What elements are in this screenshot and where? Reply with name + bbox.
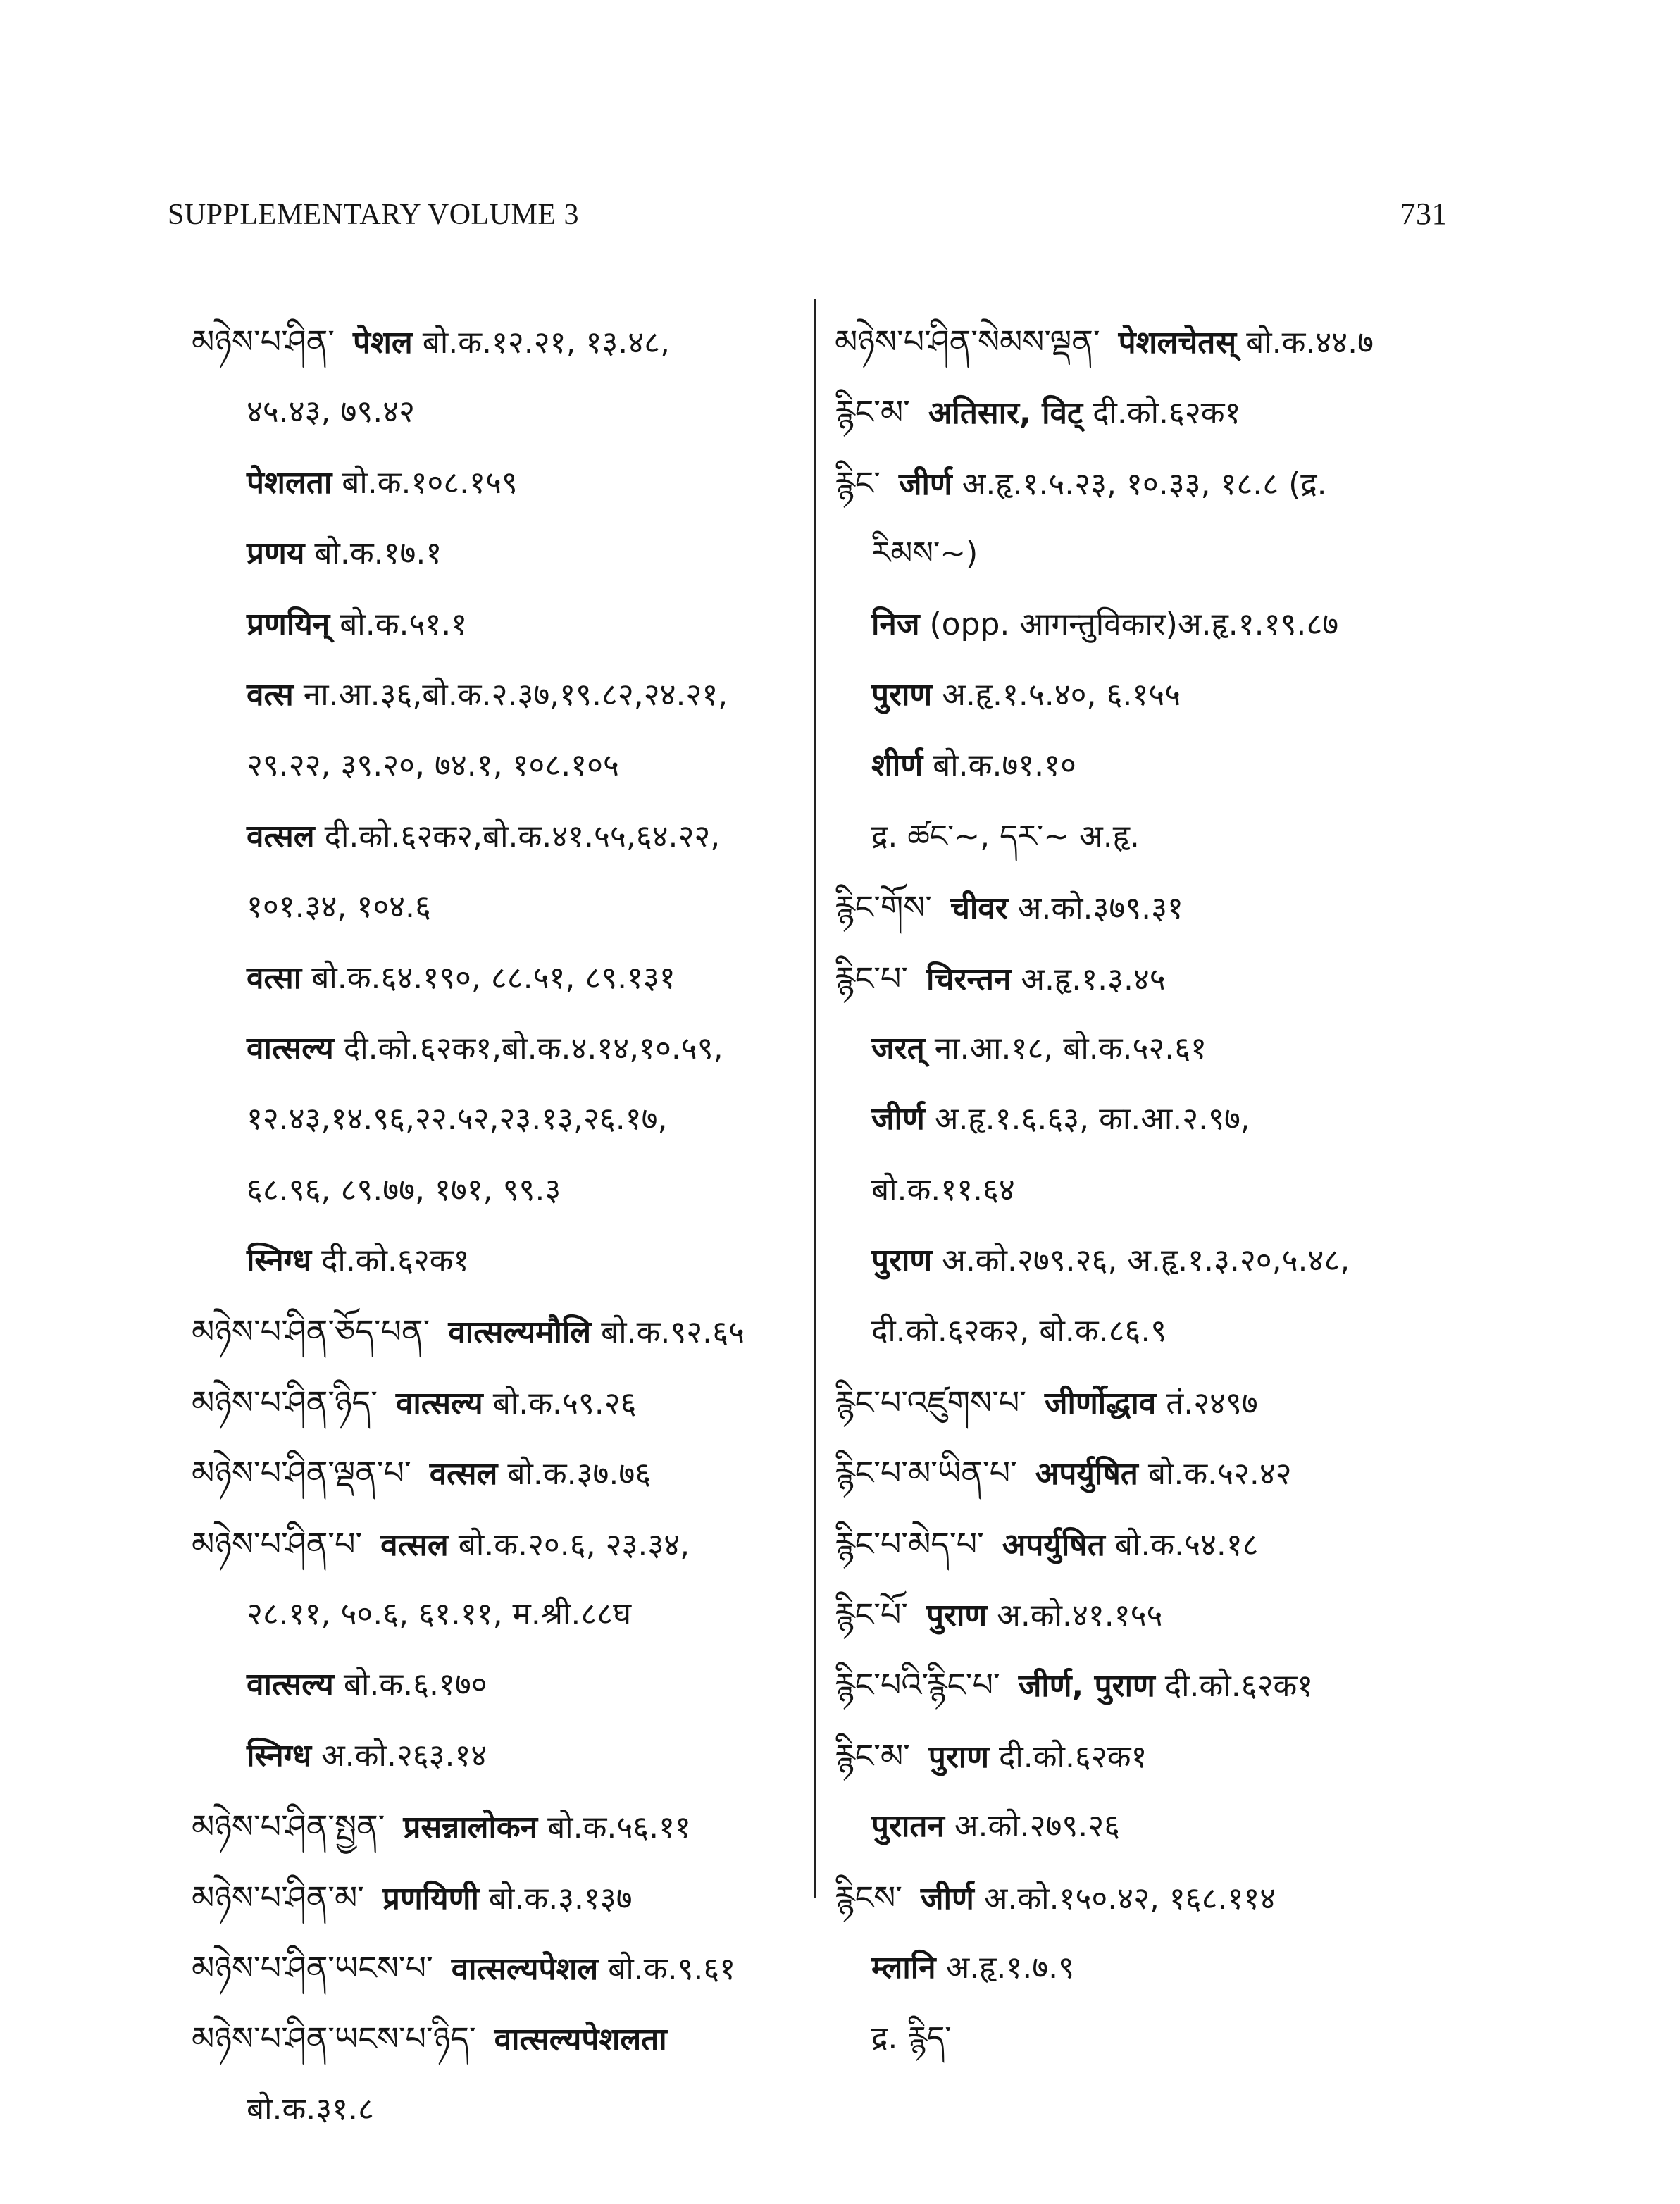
source-reference: बो.क.५१.१ — [340, 606, 468, 642]
dictionary-continuation-line — [192, 1014, 811, 1084]
source-reference: बो.क.५४.१८ — [1114, 1526, 1259, 1563]
sanskrit-equivalent: वात्सल्य — [395, 1385, 483, 1421]
dictionary-continuation-line — [835, 2003, 1469, 2074]
left-column — [192, 306, 811, 2145]
dictionary-continuation-line — [835, 1791, 1469, 1862]
sanskrit-equivalent: वत्सा — [247, 959, 302, 996]
dictionary-continuation-line — [192, 1226, 811, 1296]
source-reference: दी.को.६२क१ — [321, 1243, 470, 1279]
sanskrit-equivalent: शीर्ण — [871, 747, 923, 784]
dictionary-entry-line — [835, 1509, 1469, 1579]
dictionary-entry-line — [835, 377, 1469, 447]
sanskrit-equivalent: अतिसार, विट् — [928, 395, 1083, 432]
dictionary-continuation-line — [835, 1933, 1469, 2003]
sanskrit-equivalent: वात्सल्यमौलि — [448, 1314, 592, 1351]
source-reference: बो.क.६४.१९०, ८८.५१, ८९.१३१ — [311, 959, 676, 996]
sanskrit-equivalent: निज — [871, 606, 920, 642]
dictionary-entry-line — [192, 2003, 811, 2074]
dictionary-continuation-line — [192, 1084, 811, 1154]
source-reference: ४५.४३, ७९.४२ — [247, 394, 415, 430]
tibetan-headword: མཉེས་པ་ཤིན་པ་ — [192, 1524, 363, 1563]
tibetan-headword: མཉེས་པ་ཤིན་ཡངས་པ་ — [192, 1948, 433, 1987]
sanskrit-equivalent: पेशल — [352, 325, 413, 361]
dictionary-entry-line — [192, 1367, 811, 1438]
source-reference: अ.को.२७९.२६, अ.हृ.१.३.२०,५.४८, — [942, 1243, 1350, 1279]
tibetan-headword: རྙིང་པ་མ་ཡིན་པ་ — [835, 1454, 1017, 1493]
source-reference: बो.क.३.१३७ — [488, 1880, 633, 1917]
source-reference: बो.क.७१.१० — [933, 747, 1076, 784]
dictionary-continuation-line — [835, 518, 1469, 589]
dictionary-entry-line — [835, 1650, 1469, 1720]
sanskrit-equivalent: वत्सल — [247, 818, 315, 854]
sanskrit-equivalent: जीर्ण, पुराण — [1018, 1668, 1155, 1705]
source-reference: दी.को.६२क१,बो.क.४.१४,१०.५९, — [343, 1030, 723, 1066]
page-number: 731 — [1400, 197, 1448, 231]
source-reference: अ.को.१५०.४२, १६८.११४ — [983, 1880, 1276, 1917]
source-reference: अ.हृ.१.३.४५ — [1021, 961, 1166, 997]
sanskrit-equivalent: जीर्ण — [871, 1101, 925, 1138]
tibetan-headword: རྙིང་པ་འཛུགས་པ་ — [835, 1383, 1026, 1421]
source-reference: दी.को.६२क२, बो.क.८६.९ — [871, 1313, 1167, 1350]
dictionary-entry-line — [192, 1933, 811, 2003]
sanskrit-equivalent: पुरातन — [871, 1808, 945, 1845]
source-reference: २८.११, ५०.६, ६१.११, म.श्री.८८घ — [247, 1596, 632, 1633]
tibetan-headword: རྙིང་ — [835, 463, 881, 502]
source-reference: १०१.३४, १०४.६ — [247, 889, 431, 926]
sanskrit-equivalent: वात्सल्य — [247, 1030, 334, 1066]
source-reference: द्र. ཚང་~, དར་~ अ.हृ. — [871, 818, 1140, 854]
dictionary-continuation-line — [192, 1155, 811, 1226]
dictionary-continuation-line — [192, 872, 811, 942]
source-reference: बो.क.१२.२१, १३.४८, — [422, 325, 670, 361]
source-reference: २९.२२, ३९.२०, ७४.१, १०८.१०५ — [247, 747, 619, 784]
running-title: SUPPLEMENTARY VOLUME 3 — [168, 199, 580, 231]
dictionary-continuation-line — [192, 377, 811, 447]
dictionary-continuation-line — [192, 2074, 811, 2145]
source-reference: अ.को.२७९.२६ — [954, 1808, 1121, 1845]
source-reference: बो.क.६.१७० — [343, 1667, 487, 1703]
sanskrit-equivalent: पुराण — [871, 1243, 933, 1279]
sanskrit-equivalent: पुराण — [928, 1738, 990, 1775]
sanskrit-equivalent: वात्सल्यपेशलता — [494, 2022, 667, 2058]
sanskrit-equivalent: पुराण — [871, 676, 933, 713]
sanskrit-equivalent: चिरन्तन — [926, 961, 1012, 997]
dictionary-entry-line — [192, 1296, 811, 1366]
sanskrit-equivalent: म्लानि — [871, 1949, 936, 1986]
dictionary-entry-line — [835, 872, 1469, 942]
source-reference: बो.क.९.६१ — [608, 1950, 736, 1987]
source-reference: बो.क.२०.६, २३.३४, — [458, 1526, 690, 1563]
sanskrit-equivalent: वत्सल — [429, 1456, 498, 1493]
tibetan-headword: རྙིང་པ་མེད་པ་ — [835, 1524, 984, 1563]
source-reference: अ.को.४१.१५५ — [997, 1598, 1163, 1634]
tibetan-headword: རྙིང་པའི་རྙིང་པ་ — [835, 1666, 1000, 1705]
dictionary-entry-line — [835, 943, 1469, 1014]
dictionary-continuation-line — [192, 1650, 811, 1720]
tibetan-headword: རྙིང་གོས་ — [835, 888, 932, 927]
source-reference: अ.को.२६३.१४ — [321, 1737, 487, 1774]
source-reference: बो.क.४४.७ — [1246, 325, 1374, 361]
tibetan-headword: རྙིང་མ་ — [835, 1736, 910, 1775]
source-reference: बो.क.१७.१ — [314, 535, 442, 572]
sanskrit-equivalent: पेशलचेतस् — [1118, 325, 1237, 361]
dictionary-entry-line — [835, 1721, 1469, 1791]
sanskrit-equivalent: पेशलता — [247, 464, 332, 501]
dictionary-entry-line — [835, 1367, 1469, 1438]
source-reference: तं.२४९७ — [1166, 1385, 1258, 1421]
sanskrit-equivalent: अपर्युषित — [1002, 1526, 1105, 1563]
dictionary-continuation-line — [192, 518, 811, 589]
sanskrit-equivalent: जरत् — [871, 1030, 925, 1066]
sanskrit-equivalent: प्रणय — [247, 535, 305, 572]
dictionary-continuation-line — [835, 1155, 1469, 1226]
source-reference: अ.हृ.१.७.९ — [945, 1949, 1074, 1986]
dictionary-entry-line — [835, 1862, 1469, 1933]
dictionary-entry-line — [192, 1438, 811, 1508]
tibetan-headword: མཉེས་པ་ཤིན་སྤྱན་ — [192, 1807, 385, 1846]
dictionary-entry-line — [835, 306, 1469, 377]
sanskrit-equivalent: जीर्णोद्धाव — [1044, 1385, 1157, 1421]
dictionary-continuation-line — [192, 590, 811, 660]
tibetan-headword: མཉེས་པ་ཤིན་ཉིད་ — [192, 1383, 378, 1421]
dictionary-continuation-line — [835, 1014, 1469, 1084]
dictionary-continuation-line — [835, 730, 1469, 801]
sanskrit-equivalent: स्निग्ध — [247, 1737, 312, 1774]
sanskrit-equivalent: वात्सल्यपेशल — [451, 1950, 599, 1987]
source-reference: (opp. आगन्तुविकार)अ.हृ.१.१९.८७ — [929, 606, 1339, 642]
source-reference: बो.क.५९.२६ — [492, 1385, 637, 1421]
source-reference: दी.को.६२क१ — [1093, 395, 1241, 432]
sanskrit-equivalent: प्रसन्नालोकन — [403, 1810, 538, 1846]
source-reference: ना.आ.३६,बो.क.२.३७,१९.८२,२४.२१, — [303, 676, 728, 713]
tibetan-headword: མཉེས་པ་ཤིན་ཅོད་པན་ — [192, 1312, 430, 1351]
dictionary-continuation-line — [192, 730, 811, 801]
source-reference: दी.को.६२क१ — [999, 1738, 1147, 1775]
right-column — [835, 306, 1469, 2074]
tibetan-headword: རྙིང་པོ་ — [835, 1595, 909, 1634]
sanskrit-equivalent: प्रणयिन् — [247, 606, 330, 642]
source-reference: बो.क.११.६४ — [871, 1171, 1015, 1208]
source-reference: बो.क.५२.४२ — [1147, 1456, 1292, 1493]
tibetan-headword: མཉེས་པ་ཤིན་མ་ — [192, 1878, 364, 1917]
dictionary-continuation-line — [192, 448, 811, 518]
dictionary-entry-line — [192, 306, 811, 377]
source-reference: बो.क.९२.६५ — [601, 1314, 745, 1351]
dictionary-entry-line — [192, 1791, 811, 1862]
dictionary-continuation-line — [835, 1226, 1469, 1296]
sanskrit-equivalent: पुराण — [926, 1598, 988, 1634]
sanskrit-equivalent: अपर्युषित — [1035, 1456, 1138, 1493]
sanskrit-equivalent: वत्सल — [380, 1526, 449, 1563]
tibetan-headword: མཉེས་པ་ཤིན་སེམས་ལྡན་ — [835, 323, 1100, 361]
source-reference: ना.आ.१८, बो.क.५२.६१ — [934, 1030, 1207, 1066]
sanskrit-equivalent: जीर्ण — [920, 1880, 974, 1917]
dictionary-entry-line — [192, 1862, 811, 1933]
source-reference: बो.क.५६.११ — [547, 1810, 691, 1846]
sanskrit-equivalent: जीर्ण — [898, 466, 952, 502]
tibetan-headword: རྙིང་མ་ — [835, 393, 910, 432]
tibetan-headword: རྙིང་པ་ — [835, 959, 909, 997]
source-reference: बो.क.३१.८ — [247, 2091, 374, 2127]
source-reference: बो.क.१०८.१५९ — [342, 464, 518, 501]
source-reference: बो.क.३७.७६ — [507, 1456, 652, 1493]
dictionary-continuation-line — [835, 802, 1469, 872]
source-reference: अ.हृ.१.५.४०, ६.१५५ — [942, 676, 1181, 713]
sanskrit-equivalent: प्रणयिणी — [382, 1880, 479, 1917]
source-reference: अ.को.३७९.३१ — [1017, 890, 1183, 927]
dictionary-entry-line — [835, 448, 1469, 518]
dictionary-continuation-line — [835, 1084, 1469, 1154]
tibetan-headword: མཉེས་པ་ཤིན་ — [192, 323, 335, 361]
source-reference: अ.हृ.१.५.२३, १०.३३, १८.८ (द्र. — [962, 466, 1327, 502]
source-reference: दी.को.६२क१ — [1164, 1668, 1314, 1705]
dictionary-continuation-line — [835, 590, 1469, 660]
source-reference: अ.हृ.१.६.६३, का.आ.२.९७, — [934, 1101, 1250, 1138]
column-divider — [814, 299, 816, 1898]
source-reference: द्र. རྙིད་ — [871, 2020, 952, 2057]
page-header — [168, 196, 1448, 232]
dictionary-continuation-line — [192, 1579, 811, 1650]
sanskrit-equivalent: चीवर — [950, 890, 1008, 927]
dictionary-continuation-line — [192, 660, 811, 730]
dictionary-continuation-line — [835, 1296, 1469, 1366]
tibetan-headword: རྙིངས་ — [835, 1878, 902, 1917]
source-reference: ६८.९६, ८९.७७, १७१, ९९.३ — [247, 1171, 561, 1208]
dictionary-continuation-line — [192, 1721, 811, 1791]
source-reference: १२.४३,१४.९६,२२.५२,२३.१३,२६.१७, — [247, 1101, 668, 1138]
dictionary-entry-line — [835, 1579, 1469, 1650]
dictionary-continuation-line — [192, 943, 811, 1014]
dictionary-continuation-line — [192, 802, 811, 872]
tibetan-headword: མཉེས་པ་ཤིན་ཡངས་པ་ཉིད་ — [192, 2019, 476, 2058]
tibetan-headword: མཉེས་པ་ཤིན་ལྡན་པ་ — [192, 1454, 411, 1493]
source-reference: दी.को.६२क२,बो.क.४१.५५,६४.२२, — [324, 818, 721, 854]
sanskrit-equivalent: वत्स — [247, 676, 294, 713]
sanskrit-equivalent: वात्सल्य — [247, 1667, 334, 1703]
dictionary-entry-line — [835, 1438, 1469, 1508]
sanskrit-equivalent: स्निग्ध — [247, 1243, 312, 1279]
dictionary-continuation-line — [835, 660, 1469, 730]
source-reference: རིམས་~) — [871, 535, 978, 572]
dictionary-entry-line — [192, 1509, 811, 1579]
